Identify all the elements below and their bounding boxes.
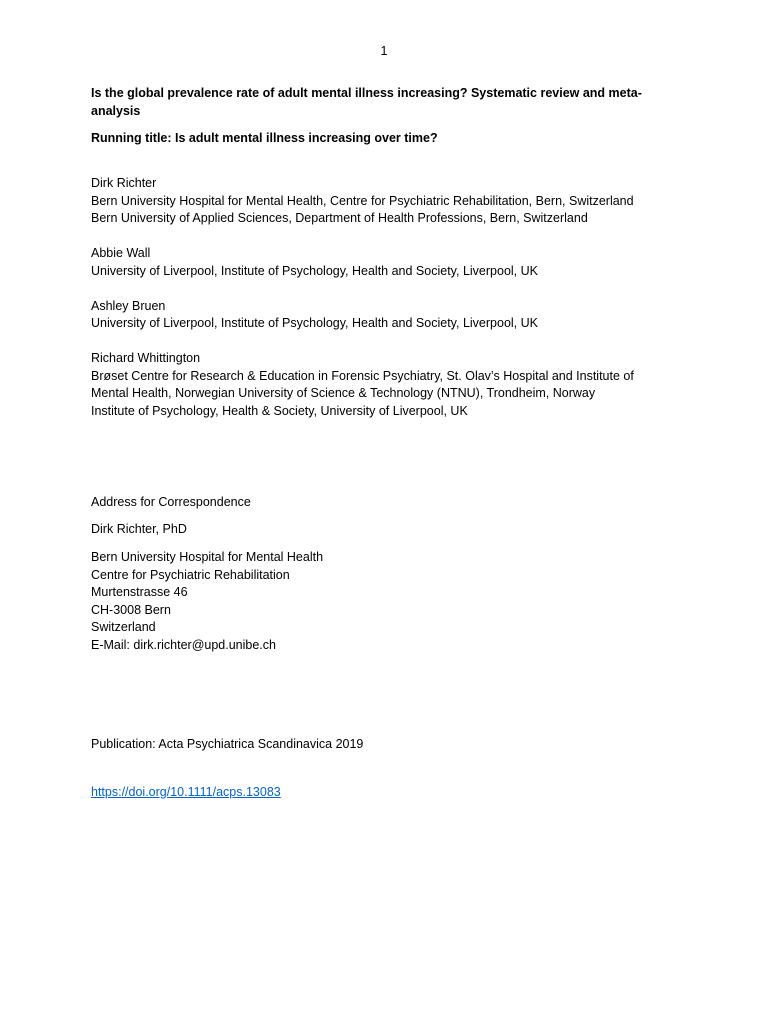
running-title: Running title: Is adult mental illness increasing over time? <box>91 131 438 145</box>
author-name: Abbie Wall <box>91 246 151 260</box>
author-affiliation: Bern University Hospital for Mental Health, Centre for Psychiatric Rehabilitation, Bern, Switzerland <box>91 193 634 208</box>
author-affiliation: Institute of Psychology, Health & Society, University of Liverpool, UK <box>91 403 468 418</box>
address-line: Bern University Hospital for Mental Health <box>91 550 324 564</box>
doi-link[interactable]: https://doi.org/10.1111/acps.13083 <box>91 785 281 799</box>
correspondence-address <box>91 549 681 654</box>
author-affiliation: University of Liverpool, Institute of Psychology, Health and Society, Liverpool, UK <box>91 263 538 278</box>
author-entry <box>91 245 681 280</box>
author-entry <box>91 175 681 228</box>
address-line: CH-3008 Bern <box>91 602 171 617</box>
address-line: Switzerland <box>91 620 156 634</box>
author-entry <box>91 350 681 420</box>
email-line: E-Mail: dirk.richter@upd.unibe.ch <box>91 637 276 652</box>
doi-line <box>91 784 681 802</box>
author-name: Richard Whittington <box>91 351 201 365</box>
correspondence-heading: Address for Correspondence <box>91 495 251 509</box>
author-affiliation: Bern University of Applied Sciences, Department of Health Professions, Bern, Switzerland <box>91 211 588 225</box>
author-list <box>91 175 681 438</box>
author-name: Dirk Richter <box>91 176 157 190</box>
address-line: Murtenstrasse 46 <box>91 585 188 599</box>
publication-info: Publication: Acta Psychiatrica Scandinavica 2019 <box>91 737 364 751</box>
author-affiliation: Mental Health, Norwegian University of Science & Technology (NTNU), Trondheim, Norway <box>91 386 596 400</box>
page-number: 1 <box>380 44 388 58</box>
author-affiliation: Brøset Centre for Research & Education in Forensic Psychiatry, St. Olav’s Hospital and Institute of <box>91 368 634 383</box>
author-entry <box>91 298 681 333</box>
author-name: Ashley Bruen <box>91 298 166 313</box>
correspondence-name: Dirk Richter, PhD <box>91 522 187 536</box>
author-affiliation: University of Liverpool, Institute of Psychology, Health and Society, Liverpool, UK <box>91 316 538 330</box>
paper-title: Is the global prevalence rate of adult mental illness increasing? Systematic review and meta-analysis <box>91 86 642 118</box>
address-line: Centre for Psychiatric Rehabilitation <box>91 567 290 582</box>
